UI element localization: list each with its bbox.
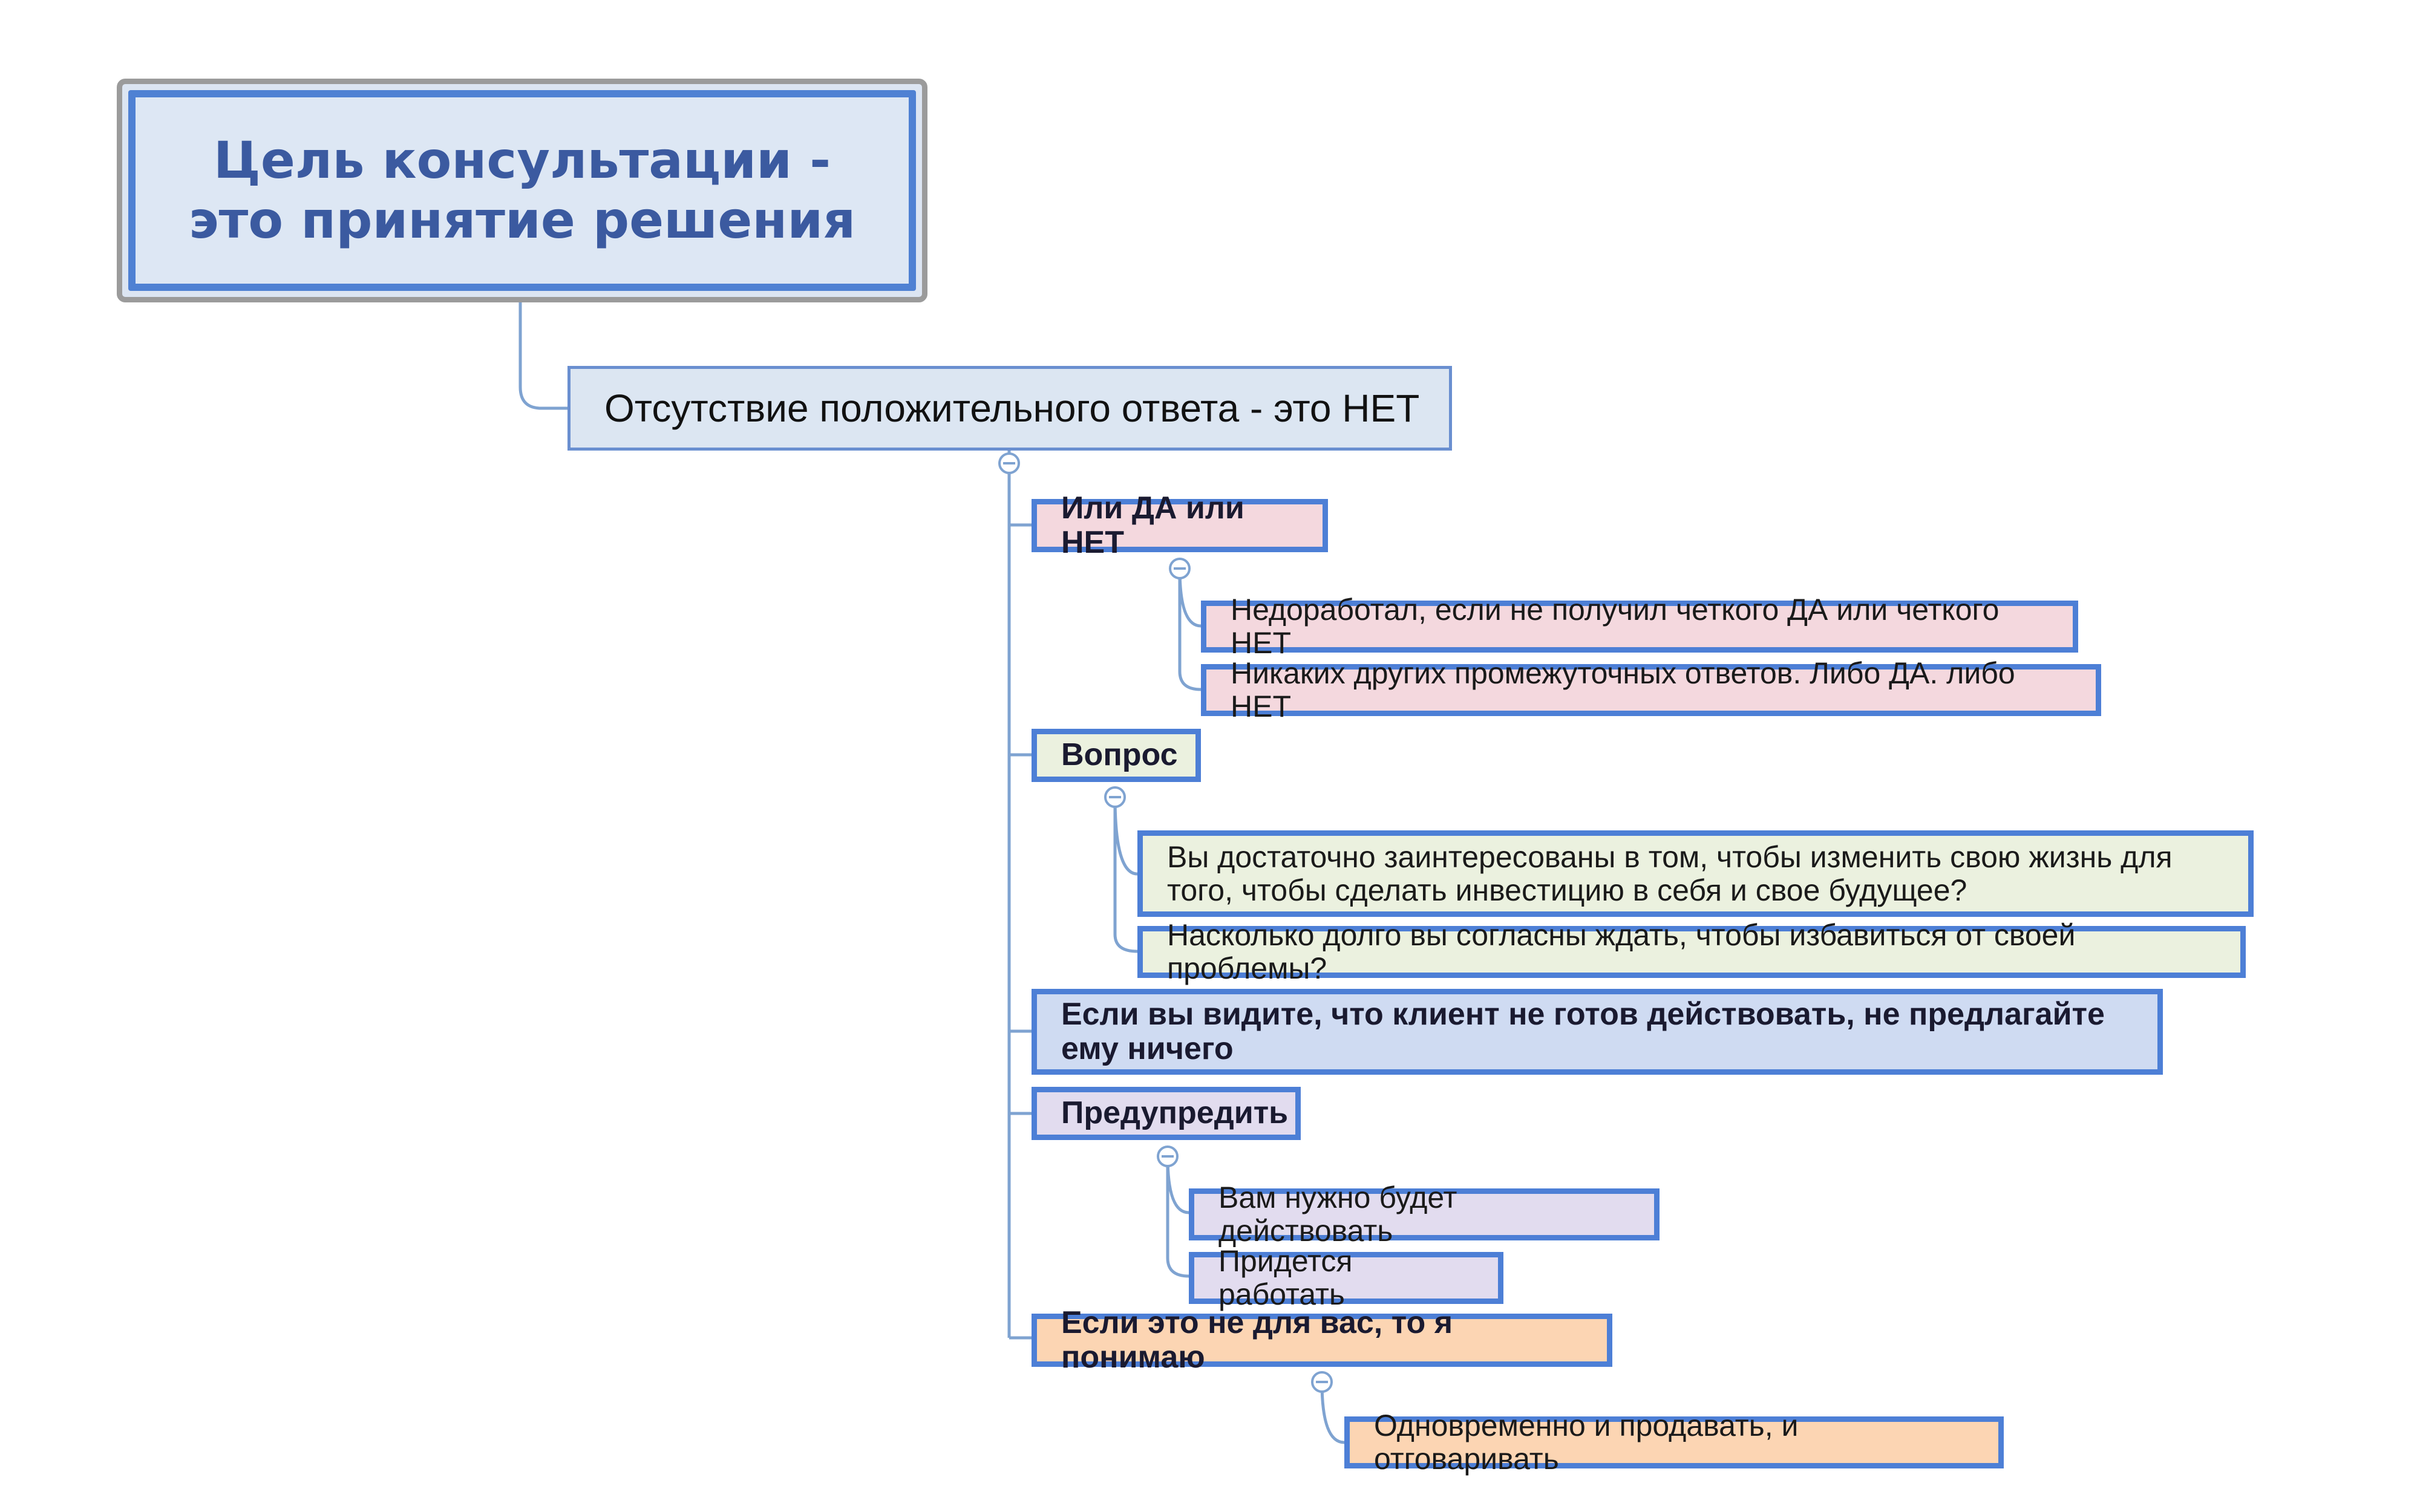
branch-label: Если это не для вас, то я понимаю (1061, 1305, 1453, 1375)
branch-not-for-you[interactable] (1032, 1305, 1612, 1375)
connector-b4-c2 (1168, 1156, 1189, 1276)
subtopic-label: Никаких других промежуточных ответов. Либо ДА. либо НЕТ (1231, 656, 2015, 723)
root-topic[interactable] (117, 79, 927, 302)
subtopic-have-to-work[interactable] (1189, 1244, 1503, 1311)
connector-b1-c2 (1180, 569, 1201, 689)
collapse-branch-5-icon[interactable] (1312, 1372, 1332, 1392)
subtopic-interest-question[interactable] (1137, 830, 2254, 917)
connector-b1-c1 (1180, 569, 1201, 626)
collapse-branch-1-icon[interactable] (1170, 559, 1189, 578)
connector-b2-c1 (1115, 797, 1137, 874)
subtopic-label: Вам нужно будет действовать (1218, 1181, 1457, 1248)
main-topic-label: Отсутствие положительного ответа - это НЕТ (604, 386, 1420, 430)
subtopic-label: Насколько долго вы согласны ждать, чтобы избавиться от своей проблемы? (1167, 918, 2076, 985)
subtopic-label: Придется работать (1218, 1244, 1353, 1311)
connector-b5-c1 (1322, 1382, 1344, 1442)
collapse-branch-4-icon[interactable] (1158, 1147, 1177, 1166)
connector-b4-c1 (1168, 1156, 1189, 1213)
branch-label: Предупредить (1061, 1095, 1289, 1131)
branch-question[interactable] (1032, 729, 1201, 782)
root-title (189, 131, 855, 250)
subtopic-sell-and-dissuade[interactable] (1344, 1409, 2004, 1476)
branch-label: Если вы видите, что клиент не готов действовать, не предлагайте ему ничего (1061, 996, 2105, 1066)
branch-yes-or-no[interactable] (1032, 490, 1328, 560)
subtopic-label: Недоработал, если не получил четкого ДА или четкого НЕТ (1231, 593, 2000, 660)
subtopic-incomplete-work[interactable] (1201, 593, 2078, 660)
connector-root-to-main (520, 302, 567, 408)
connector-b2-c2 (1115, 797, 1137, 951)
subtopic-need-to-act[interactable] (1189, 1181, 1660, 1248)
subtopic-label: Вы достаточно заинтересованы в том, чтобы изменить свою жизнь для того, чтобы сделать инвестицию в себя и свое будущее? (1167, 839, 2173, 907)
main-topic[interactable] (567, 366, 1452, 451)
branch-warn[interactable] (1032, 1087, 1301, 1140)
root-topic-inner (128, 90, 916, 291)
subtopic-label: Одновременно и продавать, и отговаривать (1374, 1409, 1799, 1476)
collapse-branch-2-icon[interactable] (1105, 787, 1125, 807)
collapse-main-icon[interactable] (999, 454, 1019, 473)
root-title-line-2: это принятие решения (188, 191, 856, 250)
branch-label: Вопрос (1061, 737, 1178, 773)
root-title-line-1: Цель консультации - (213, 130, 831, 190)
subtopic-wait-question[interactable] (1137, 918, 2246, 985)
branch-label: Или ДА или НЕТ (1061, 490, 1244, 560)
branch-client-not-ready[interactable] (1032, 989, 2163, 1075)
subtopic-no-intermediate-answers[interactable] (1201, 656, 2101, 723)
